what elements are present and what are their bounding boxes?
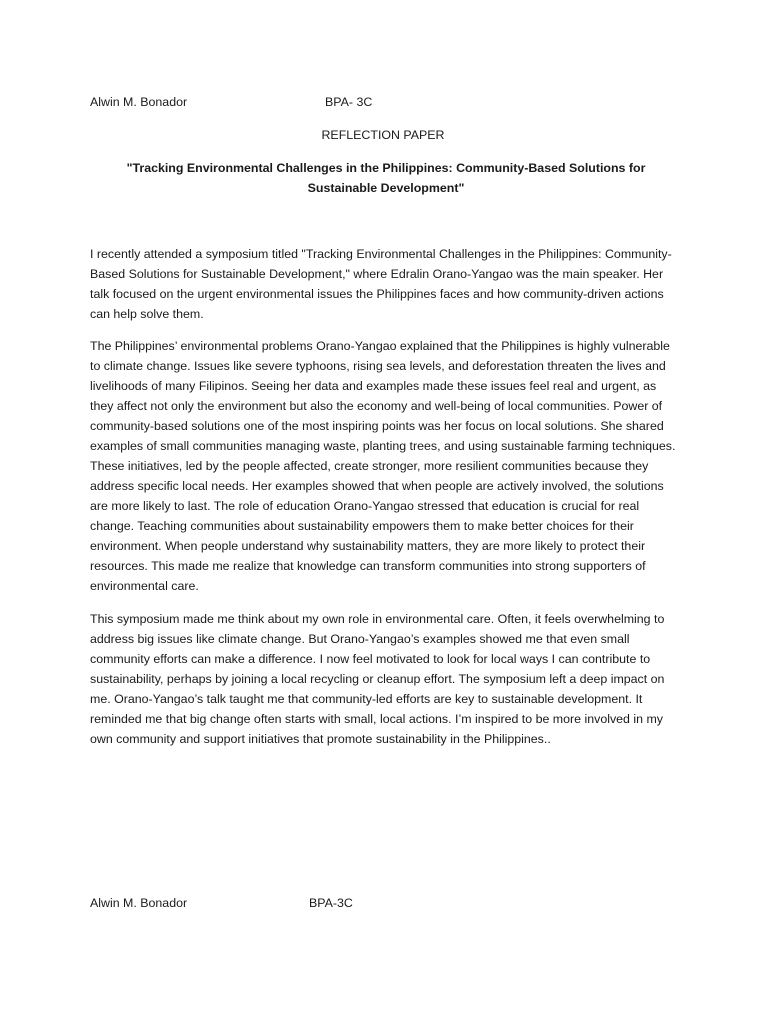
paragraph-3: This symposium made me think about my own role in environmental care. Often, it feels overwhelming to address big issues like climate change. But Orano-Yangao’s examples showed me that even small community efforts can make a difference. I now feel motivated to look for local ways I can contribute to sustainability, perhaps by joining a local recycling or cleanup effort. The symposium left a deep impact on me. Orano-Yangao’s talk taught me that community-led efforts are key to sustainable development. It reminded me that big change often starts with small, local actions. I’m inspired to be more involved in my own community and support initiatives that promote sustainability in the Philippines.. bbox=[90, 612, 665, 746]
footer-author-name: Alwin M. Bonador bbox=[90, 896, 188, 910]
document-title: "Tracking Environmental Challenges in the Philippines: Community-Based Solutions for Sustainable Development" bbox=[126, 161, 646, 195]
author-section: BPA- 3C bbox=[325, 95, 373, 109]
footer-author-section: BPA-3C bbox=[309, 896, 353, 910]
footer-line bbox=[90, 895, 353, 911]
document-type: REFLECTION PAPER bbox=[321, 128, 445, 142]
paragraph-1: I recently attended a symposium titled "Tracking Environmental Challenges in the Philippines: Community-Based Solutions for Sustainable Development," where Edralin Orano-Yangao was the main speaker. Her talk focused on the urgent environmental issues the Philippines faces and how community-driven actions can help solve them. bbox=[90, 247, 672, 321]
author-name: Alwin M. Bonador bbox=[90, 95, 188, 109]
paragraph-2: The Philippines’ environmental problems Orano-Yangao explained that the Philippines is highly vulnerable to climate change. Issues like severe typhoons, rising sea levels, and deforestation threaten the lives and livelihoods of many Filipinos. Seeing her data and examples made these issues feel real and urgent, as they affect not only the environment but also the economy and well-being of local communities. Power of community-based solutions one of the most inspiring points was her focus on local solutions. She shared examples of small communities managing waste, planting trees, and using sustainable farming techniques. These initiatives, led by the people affected, create stronger, more resilient communities because they address specific local needs. Her examples showed that when people are actively involved, the solutions are more likely to last. The role of education Orano-Yangao stressed that education is crucial for real change. Teaching communities about sustainability empowers them to make better choices for their environment. When people understand why sustainability matters, they are more likely to protect their resources. This made me realize that knowledge can transform communities into strong supporters of environmental care. bbox=[90, 339, 676, 593]
header-line bbox=[90, 94, 373, 110]
